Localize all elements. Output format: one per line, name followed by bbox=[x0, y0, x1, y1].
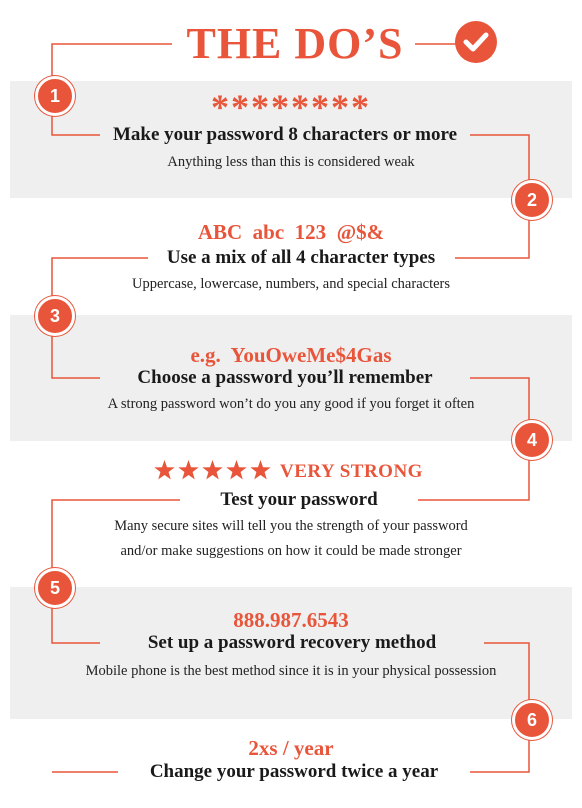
step-5-heading: Set up a password recovery method bbox=[147, 632, 437, 653]
step-1-highlight: ******** bbox=[211, 87, 371, 127]
strength-rating bbox=[154, 460, 423, 484]
star-icon bbox=[226, 460, 250, 485]
step-3-description: A strong password won’t do you any good if you forget it often bbox=[107, 396, 475, 412]
step-2-highlight: ABC abc 123 @$& bbox=[197, 220, 385, 244]
star-icon bbox=[178, 460, 202, 485]
step-4-number: 4 bbox=[512, 420, 552, 460]
step-5-highlight: 888.987.6543 bbox=[233, 608, 349, 632]
step-3-number: 3 bbox=[35, 296, 75, 336]
step-3-heading: Choose a password you’ll remember bbox=[137, 367, 433, 388]
step-4-description: Many secure sites will tell you the strength of your password bbox=[114, 518, 468, 534]
page-title: THE DO’S bbox=[186, 19, 404, 68]
step-5-number: 5 bbox=[35, 568, 75, 608]
star-icon bbox=[154, 460, 178, 485]
step-1-heading: Make your password 8 characters or more bbox=[112, 124, 458, 145]
checkmark-icon bbox=[455, 21, 497, 63]
step-6-heading: Change your password twice a year bbox=[149, 761, 439, 782]
step-2-description: Uppercase, lowercase, numbers, and special characters bbox=[131, 276, 451, 292]
step-6-number: 6 bbox=[512, 700, 552, 740]
step-2-number: 2 bbox=[512, 180, 552, 220]
step-2-heading: Use a mix of all 4 character types bbox=[166, 247, 436, 268]
step-5-description: Mobile phone is the best method since it is in your physical possession bbox=[85, 663, 497, 679]
step-6-highlight: 2xs / year bbox=[248, 736, 334, 760]
step-4-heading: Test your password bbox=[220, 489, 378, 510]
step-1-number: 1 bbox=[35, 76, 75, 116]
star-icon bbox=[202, 460, 226, 485]
step-4-highlight: VERY STRONG bbox=[280, 461, 423, 482]
star-icon bbox=[250, 460, 274, 485]
step-3-highlight: e.g. YouOweMe$4Gas bbox=[190, 343, 392, 367]
step-4-description-2: and/or make suggestions on how it could be made stronger bbox=[120, 543, 462, 559]
step-1-description: Anything less than this is considered weak bbox=[167, 154, 415, 170]
